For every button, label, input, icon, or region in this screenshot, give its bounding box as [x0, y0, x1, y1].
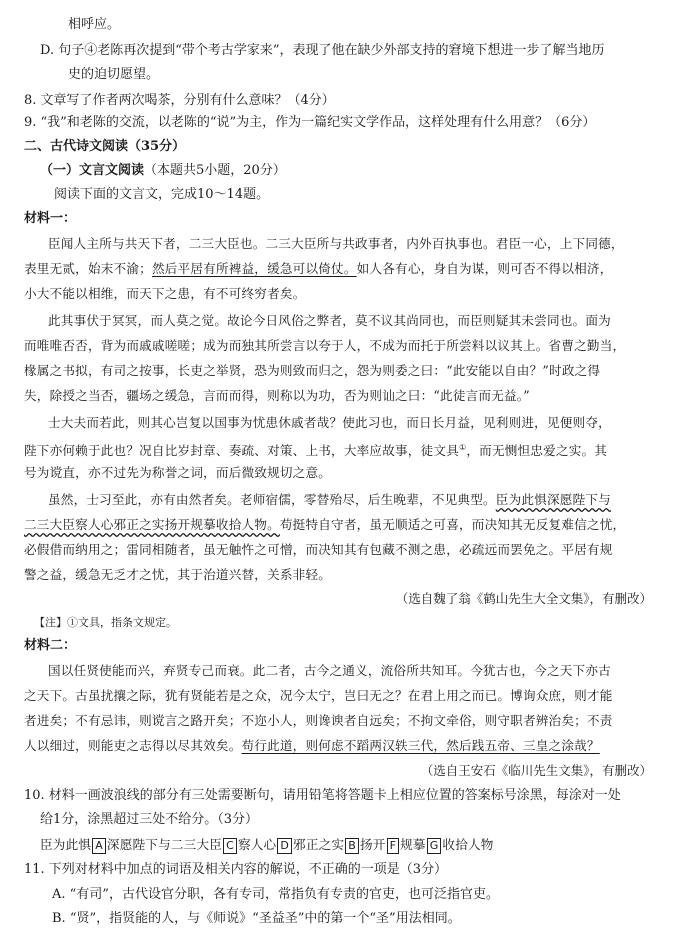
question-10-sequence	[40, 836, 494, 854]
question-10-line1: 10. 材料一画波浪线的部分有三处需要断句，请用铅笔将答题卡上相应位置的答案标号涂黑，每涂对一处	[24, 788, 621, 803]
answer-box-c[interactable]: C	[223, 838, 237, 854]
question-11-stem: 11. 下列对材料中加点的词语及相关内容的解说，不正确的一项是（3分）	[24, 862, 448, 877]
m1-p1-text: 如人各有心，身自为谋，则可否不得以相济，	[356, 261, 613, 276]
material-1-label: 材料一：	[24, 211, 77, 226]
answer-box-f[interactable]: F	[387, 838, 400, 854]
answer-box-d[interactable]: D	[277, 838, 292, 854]
question-8: 8. 文章写了作者两次喝茶，分别有什么意味？（4分）	[24, 93, 335, 108]
seq-text: 收拾人物	[442, 837, 494, 852]
footnote: 【注】①文具，指条文规定。	[34, 616, 177, 629]
m2-line4	[24, 737, 600, 755]
m1-p2-line2: 而唯唯否否，背为而戚戚嗟嗟；成为而独其所尝言以夸于人，不成为而托于所尝料以议其上。省曹之勤当，	[24, 338, 626, 353]
m1-p4-line2	[24, 516, 625, 534]
answer-box-b[interactable]: B	[345, 838, 359, 854]
m2-line3: 者进矣；不有忌讳，则谠言之路开矣；不迩小人，则谗谀者自远矣；不拘文牵俗，则守职者辨治矣；不责	[24, 713, 613, 728]
m1-wavy-sentence: 二三大臣察人心邪正之实扬开规摹收拾人物。	[24, 517, 280, 532]
subsection-heading: （一）文言文阅读	[40, 163, 145, 178]
m1-p3-line3: 号为谠直，亦不过先为称誉之词，而后微致规切之意。	[24, 465, 332, 480]
m1-p4-line1	[48, 491, 611, 509]
m1-p3-text: ，而无恻怛忠爱之实。其	[466, 443, 608, 459]
m1-p4-text: 虽然，士习至此，亦有由然者矣。老师宿儒，零替殆尽，后生晚辈，不见典型。	[48, 492, 496, 507]
m1-p4-line3: 必假借而纳用之；雷同相随者，虽无触忤之可憎，而决知其有包藏不测之患，必疏远而罢免之。平居有规	[24, 542, 613, 557]
m1-p4-line4: 警之益，缓急无乏才之忧，其于治道兴替，关系非轻。	[24, 567, 332, 582]
material-2-label: 材料二：	[24, 638, 77, 653]
m1-underlined-sentence: 然后平居有所裨益，缓急可以倚仗。	[151, 261, 357, 276]
seq-text: 邪正之实	[293, 837, 345, 852]
m1-p2-line3: 椽属之书拟，有司之按事，长吏之举贤，恐为则致而归之，怨为则委之曰：“此安能以自由？”时政之得	[24, 363, 601, 378]
m1-p2-line1: 此其事伏于冥冥，而人莫之觉。故论今日风俗之弊者，莫不议其尚同也，而臣则疑其未尝同也。面为	[48, 313, 611, 328]
answer-box-a[interactable]: A	[92, 838, 106, 854]
subsection-note: （本题共5小题，20分）	[144, 163, 286, 178]
seq-text: 臣为此惧	[40, 837, 92, 852]
seq-text: 深愿陛下与二三大臣	[106, 837, 223, 852]
m1-p3-line1: 士大夫而若此，则其心岂复以国事为忧患休戚者哉？使此习也，而日长月益，见利则进，见便则夺，	[48, 415, 611, 430]
m1-p1-text: 表里无贰，始末不渝；	[24, 261, 152, 276]
material-2-source: （选自王安石《临川先生文集》，有删改）	[420, 763, 652, 778]
seq-text: 扬开	[359, 837, 386, 852]
option-d-line2: 史的迫切愿望。	[68, 67, 160, 82]
m1-wavy-sentence: 臣为此惧深愿陛下与	[495, 492, 611, 507]
m1-p4-text: 苟挺特自守者，虽无顺适之可喜，而决知其无反复难信之忧，	[279, 517, 626, 532]
m2-line2: 之天下。古虽扰攘之际，犹有贤能若是之众，况今太宁，岂曰无之？在君上用之而已。博询众庶，则才能	[24, 688, 613, 703]
m1-p3-text: 陛下亦何赖于此也？况自比岁封章、奏疏、对策、上书，大率应故事，徒文具	[24, 443, 459, 459]
option-d-line1: D. 句子④老陈再次提到“带个考古学家来”，表现了他在缺少外部支持的窘境下想进一步了解当地历	[40, 43, 605, 58]
question-11-option-a: A. “有司”，古代设官分职，各有专司，常指负有专责的官吏，也可泛指官吏。	[52, 887, 499, 902]
instruction: 阅读下面的文言文，完成10～14题。	[54, 187, 270, 202]
footnote-marker: ①	[459, 443, 467, 452]
m1-p1-line1: 臣闻人主所与共天下者，二三大臣也。二三大臣所与共政事者，内外百执事也。君臣一心，上下同德，	[48, 236, 624, 251]
subsection-title	[40, 162, 286, 180]
m1-p3-line2	[24, 439, 607, 460]
question-9: 9. “我”和老陈的交流，以老陈的“说”为主，作为一篇纪实文学作品，这样处理有什么用意？（6分）	[24, 115, 596, 130]
m1-p1-line2	[24, 260, 613, 278]
answer-box-g[interactable]: G	[427, 838, 442, 854]
m1-p2-line4: 失，除授之当否，疆场之缓急，言而而得，则称以为功，否为则讪之曰：“此徒言而无益。”	[24, 388, 530, 403]
question-10-line2: 给1分，涂黑超过三处不给分。（3分）	[40, 812, 259, 827]
material-1-source: （选自魏了翁《鹤山先生大全文集》，有删改）	[395, 591, 652, 606]
m2-underlined-sentence: 苟行此道，则何虑不蹈两汉轶三代，然后践五帝、三皇之涂哉？	[241, 738, 600, 753]
m1-p1-line3: 小大不能以相维，而天下之患，有不可终穷者矣。	[24, 286, 306, 301]
m2-text: 人以细过，则能吏之志得以尽其效矣。	[24, 738, 242, 753]
seq-text: 察人心	[237, 837, 277, 852]
question-11-option-b: B. “贤”，指贤能的人，与《师说》“圣益圣”中的第一个“圣”用法相同。	[52, 911, 461, 926]
section-2-title: 二、古代诗文阅读（35分）	[24, 139, 186, 154]
m2-line1: 国以任贤使能而兴，弃贤专己而衰。此二者，古今之通义，流俗所共知耳。今犹古也，今之天下亦古	[48, 663, 611, 678]
continued-text: 相呼应。	[68, 17, 121, 32]
seq-text: 规摹	[400, 837, 426, 852]
